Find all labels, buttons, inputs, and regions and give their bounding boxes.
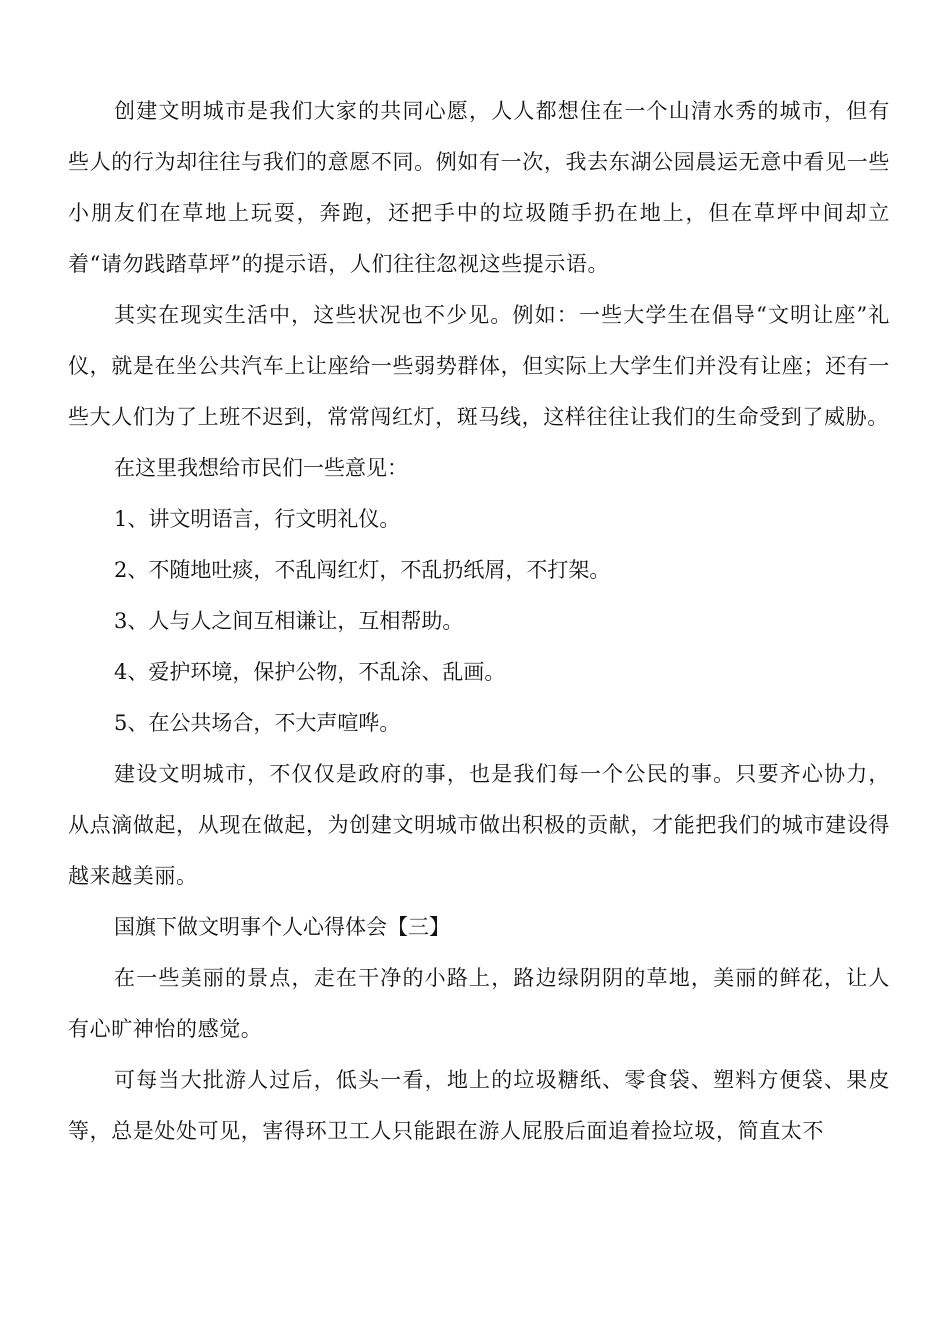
paragraph-5: 在一些美丽的景点，走在干净的小路上，路边绿阴阴的草地，美丽的鲜花，让人有心旷神怡的感觉。 bbox=[68, 966, 890, 1041]
paragraph-3: 在这里我想给市民们一些意见： bbox=[114, 456, 408, 480]
list-item-2: 2、不随地吐痰，不乱闯红灯，不乱扔纸屑，不打架。 bbox=[114, 558, 611, 582]
paragraph-4: 建设文明城市，不仅仅是政府的事，也是我们每一个公民的事。只要齐心协力，从点滴做起，从现在做起，为创建文明城市做出积极的贡献，才能把我们的城市建设得越来越美丽。 bbox=[68, 762, 890, 888]
list-item-5: 5、在公共场合，不大声喧哗。 bbox=[114, 711, 401, 735]
list-item-1: 1、讲文明语言，行文明礼仪。 bbox=[114, 507, 401, 531]
list-item-4: 4、爱护环境，保护公物，不乱涂、乱画。 bbox=[114, 660, 506, 684]
paragraph-1: 创建文明城市是我们大家的共同心愿，人人都想住在一个山清水秀的城市，但有些人的行为却往往与我们的意愿不同。例如有一次，我去东湖公园晨运无意中看见一些小朋友们在草地上玩耍，奔跑，还把手中的垃圾随手扔在地上，但在草坪中间却立着“请勿践踏草坪”的提示语，人们往往忽视这些提示语。 bbox=[68, 99, 890, 276]
section-heading: 国旗下做文明事个人心得体会【三】 bbox=[114, 915, 450, 939]
paragraph-2: 其实在现实生活中，这些状况也不少见。例如：一些大学生在倡导“文明让座”礼仪，就是在坐公共汽车上让座给一些弱势群体，但实际上大学生们并没有让座；还有一些大人们为了上班不迟到，常常闯红灯，斑马线，这样往往让我们的生命受到了威胁。 bbox=[68, 303, 890, 429]
paragraph-6: 可每当大批游人过后，低头一看，地上的垃圾糖纸、零食袋、塑料方便袋、果皮等，总是处处可见，害得环卫工人只能跟在游人屁股后面追着捡垃圾，简直太不 bbox=[68, 1068, 890, 1143]
list-item-3: 3、人与人之间互相谦让，互相帮助。 bbox=[114, 609, 464, 633]
document-body bbox=[68, 86, 890, 1157]
